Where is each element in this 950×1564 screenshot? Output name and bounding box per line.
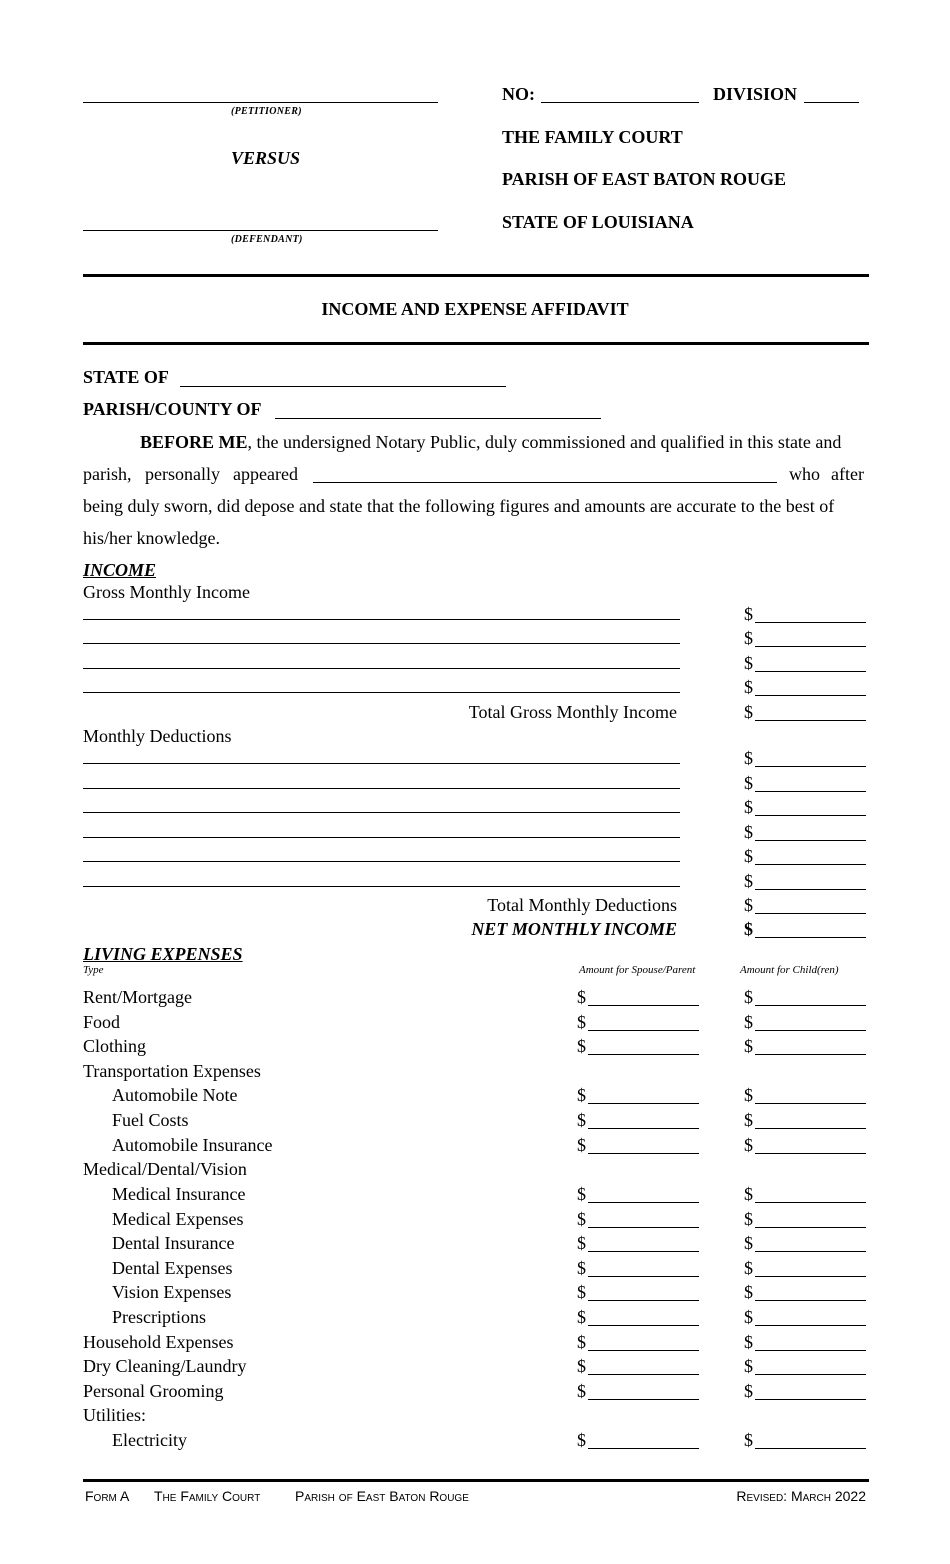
child-amount-blank[interactable] [755,1300,866,1301]
oath-personally: personally [145,464,220,484]
oath-line-4: his/her knowledge. [83,528,220,548]
footer-parish: Parish of East Baton Rouge [295,1488,469,1504]
deductions-label: Monthly Deductions [83,726,232,746]
expense-label: Utilities: [83,1405,146,1425]
currency-sign: $ [744,871,753,891]
parish-name: PARISH OF EAST BATON ROUGE [502,169,787,189]
currency-sign: $ [744,1209,753,1229]
currency-sign: $ [744,702,753,722]
court-name: THE FAMILY COURT [502,127,683,147]
oath-line-1-text: , the undersigned Notary Public, duly commissioned and qualified in this state and [247,432,842,452]
currency-sign: $ [577,1233,586,1253]
total-deductions-label: Total Monthly Deductions [487,895,677,915]
expense-label: Personal Grooming [83,1381,224,1401]
gross-income-label: Gross Monthly Income [83,582,250,602]
parish-county-label: PARISH/COUNTY OF [83,399,262,419]
form-title: INCOME AND EXPENSE AFFIDAVIT [321,299,629,319]
expense-label: Dental Insurance [112,1233,235,1253]
expense-label: Vision Expenses [112,1282,232,1302]
petitioner-blank[interactable] [83,102,438,103]
currency-sign: $ [744,1430,753,1450]
spouse-amount-blank[interactable] [588,1325,699,1326]
docket-no-label: NO: [502,84,535,104]
spouse-amount-blank[interactable] [588,1374,699,1375]
currency-sign: $ [577,1110,586,1130]
child-amount-blank[interactable] [755,1325,866,1326]
currency-sign: $ [744,919,753,939]
affiant-name-blank[interactable] [313,482,777,483]
currency-sign: $ [577,1430,586,1450]
footer-form: Form A [85,1488,130,1504]
child-amount-blank[interactable] [755,1030,866,1031]
currency-sign: $ [577,1209,586,1229]
spouse-amount-blank[interactable] [588,1005,699,1006]
versus-label: VERSUS [231,148,301,168]
income-amount-blank[interactable] [755,791,866,792]
expense-label: Prescriptions [112,1307,206,1327]
child-amount-blank[interactable] [755,1448,866,1449]
defendant-blank[interactable] [83,230,438,231]
income-amount-blank[interactable] [755,815,866,816]
income-amount-blank[interactable] [755,864,866,865]
currency-sign: $ [577,1307,586,1327]
currency-sign: $ [744,628,753,648]
footer-revised: Revised: March 2022 [736,1488,866,1504]
spouse-amount-blank[interactable] [588,1128,699,1129]
income-description-blank[interactable] [83,643,680,644]
docket-no-blank[interactable] [541,102,699,103]
child-amount-blank[interactable] [755,1103,866,1104]
currency-sign: $ [744,773,753,793]
child-amount-blank[interactable] [755,1153,866,1154]
income-description-blank[interactable] [83,692,680,693]
currency-sign: $ [744,1036,753,1056]
currency-sign: $ [577,1184,586,1204]
expense-label: Dental Expenses [112,1258,233,1278]
income-amount-blank[interactable] [755,766,866,767]
oath-appeared: appeared [233,464,298,484]
currency-sign: $ [744,1135,753,1155]
child-amount-blank[interactable] [755,1276,866,1277]
deduction-description-blank[interactable] [83,886,680,887]
currency-sign: $ [744,1282,753,1302]
currency-sign: $ [744,604,753,624]
currency-sign: $ [744,1381,753,1401]
living-expenses-heading: LIVING EXPENSES [83,944,243,964]
expense-label: Food [83,1012,121,1032]
deduction-description-blank[interactable] [83,812,680,813]
currency-sign: $ [577,1356,586,1376]
currency-sign: $ [577,1332,586,1352]
net-income-label: NET MONTHLY INCOME [471,919,677,939]
income-description-blank[interactable] [83,619,680,620]
currency-sign: $ [744,1332,753,1352]
income-description-blank[interactable] [83,668,680,669]
currency-sign: $ [744,1307,753,1327]
child-amount-blank[interactable] [755,1227,866,1228]
spouse-amount-blank[interactable] [588,1276,699,1277]
deduction-description-blank[interactable] [83,763,680,764]
income-amount-blank[interactable] [755,695,866,696]
currency-sign: $ [744,677,753,697]
expense-label: Medical/Dental/Vision [83,1159,247,1179]
parish-county-blank[interactable] [275,418,601,419]
spouse-amount-blank[interactable] [588,1103,699,1104]
type-column-label: Type [83,964,104,976]
child-amount-blank[interactable] [755,1202,866,1203]
income-heading: INCOME [83,560,157,580]
division-blank[interactable] [804,102,859,103]
expense-label: Household Expenses [83,1332,234,1352]
income-amount-blank[interactable] [755,720,866,721]
income-amount-blank[interactable] [755,671,866,672]
deduction-description-blank[interactable] [83,861,680,862]
expense-label: Electricity [112,1430,187,1450]
state-name: STATE OF LOUISIANA [502,212,694,232]
income-amount-blank[interactable] [755,889,866,890]
currency-sign: $ [744,748,753,768]
state-of-label: STATE OF [83,367,169,387]
spouse-amount-blank[interactable] [588,1030,699,1031]
currency-sign: $ [744,1356,753,1376]
oath-parish: parish, [83,464,132,484]
currency-sign: $ [577,1258,586,1278]
spouse-amount-blank[interactable] [588,1153,699,1154]
currency-sign: $ [744,1258,753,1278]
currency-sign: $ [577,1282,586,1302]
currency-sign: $ [744,846,753,866]
spouse-amount-blank[interactable] [588,1227,699,1228]
income-amount-blank[interactable] [755,913,866,914]
expense-label: Rent/Mortgage [83,987,192,1007]
child-amount-blank[interactable] [755,1005,866,1006]
expense-label: Automobile Insurance [112,1135,273,1155]
currency-sign: $ [577,1085,586,1105]
footer-divider [83,1479,869,1482]
currency-sign: $ [744,1110,753,1130]
state-of-blank[interactable] [180,386,506,387]
deduction-description-blank[interactable] [83,788,680,789]
oath-line-3: being duly sworn, did depose and state that the following figures and amounts are accurate to the best of [83,496,835,516]
currency-sign: $ [744,1012,753,1032]
child-column-label: Amount for Child(ren) [740,964,839,976]
currency-sign: $ [744,1085,753,1105]
currency-sign: $ [744,987,753,1007]
spouse-amount-blank[interactable] [588,1202,699,1203]
spouse-amount-blank[interactable] [588,1054,699,1055]
title-divider [83,342,869,345]
petitioner-label: (PETITIONER) [231,106,302,117]
currency-sign: $ [744,1184,753,1204]
currency-sign: $ [744,653,753,673]
child-amount-blank[interactable] [755,1251,866,1252]
expense-label: Clothing [83,1036,147,1056]
currency-sign: $ [744,797,753,817]
currency-sign: $ [744,822,753,842]
top-divider [83,274,869,277]
oath-lead: BEFORE ME [140,432,248,452]
spouse-amount-blank[interactable] [588,1448,699,1449]
income-amount-blank[interactable] [755,840,866,841]
child-amount-blank[interactable] [755,1350,866,1351]
oath-who: who [789,464,820,484]
expense-label: Medical Insurance [112,1184,246,1204]
currency-sign: $ [577,1135,586,1155]
deduction-description-blank[interactable] [83,837,680,838]
expense-label: Dry Cleaning/Laundry [83,1356,247,1376]
income-amount-blank[interactable] [755,646,866,647]
income-amount-blank[interactable] [755,622,866,623]
currency-sign: $ [577,987,586,1007]
defendant-label: (DEFENDANT) [231,234,303,245]
total-gross-label: Total Gross Monthly Income [468,702,677,722]
spouse-amount-blank[interactable] [588,1399,699,1400]
child-amount-blank[interactable] [755,1374,866,1375]
spouse-amount-blank[interactable] [588,1251,699,1252]
oath-line-1 [140,432,841,453]
currency-sign: $ [577,1381,586,1401]
expense-label: Fuel Costs [112,1110,189,1130]
child-amount-blank[interactable] [755,1054,866,1055]
spouse-column-label: Amount for Spouse/Parent [579,964,696,976]
expense-label: Automobile Note [112,1085,238,1105]
currency-sign: $ [577,1012,586,1032]
net-income-blank[interactable] [755,937,866,938]
footer-court: The Family Court [154,1488,261,1504]
currency-sign: $ [744,1233,753,1253]
child-amount-blank[interactable] [755,1399,866,1400]
expense-label: Medical Expenses [112,1209,244,1229]
oath-after: after [831,464,864,484]
spouse-amount-blank[interactable] [588,1350,699,1351]
currency-sign: $ [744,895,753,915]
expense-label: Transportation Expenses [83,1061,261,1081]
child-amount-blank[interactable] [755,1128,866,1129]
currency-sign: $ [577,1036,586,1056]
division-label: DIVISION [713,84,798,104]
spouse-amount-blank[interactable] [588,1300,699,1301]
